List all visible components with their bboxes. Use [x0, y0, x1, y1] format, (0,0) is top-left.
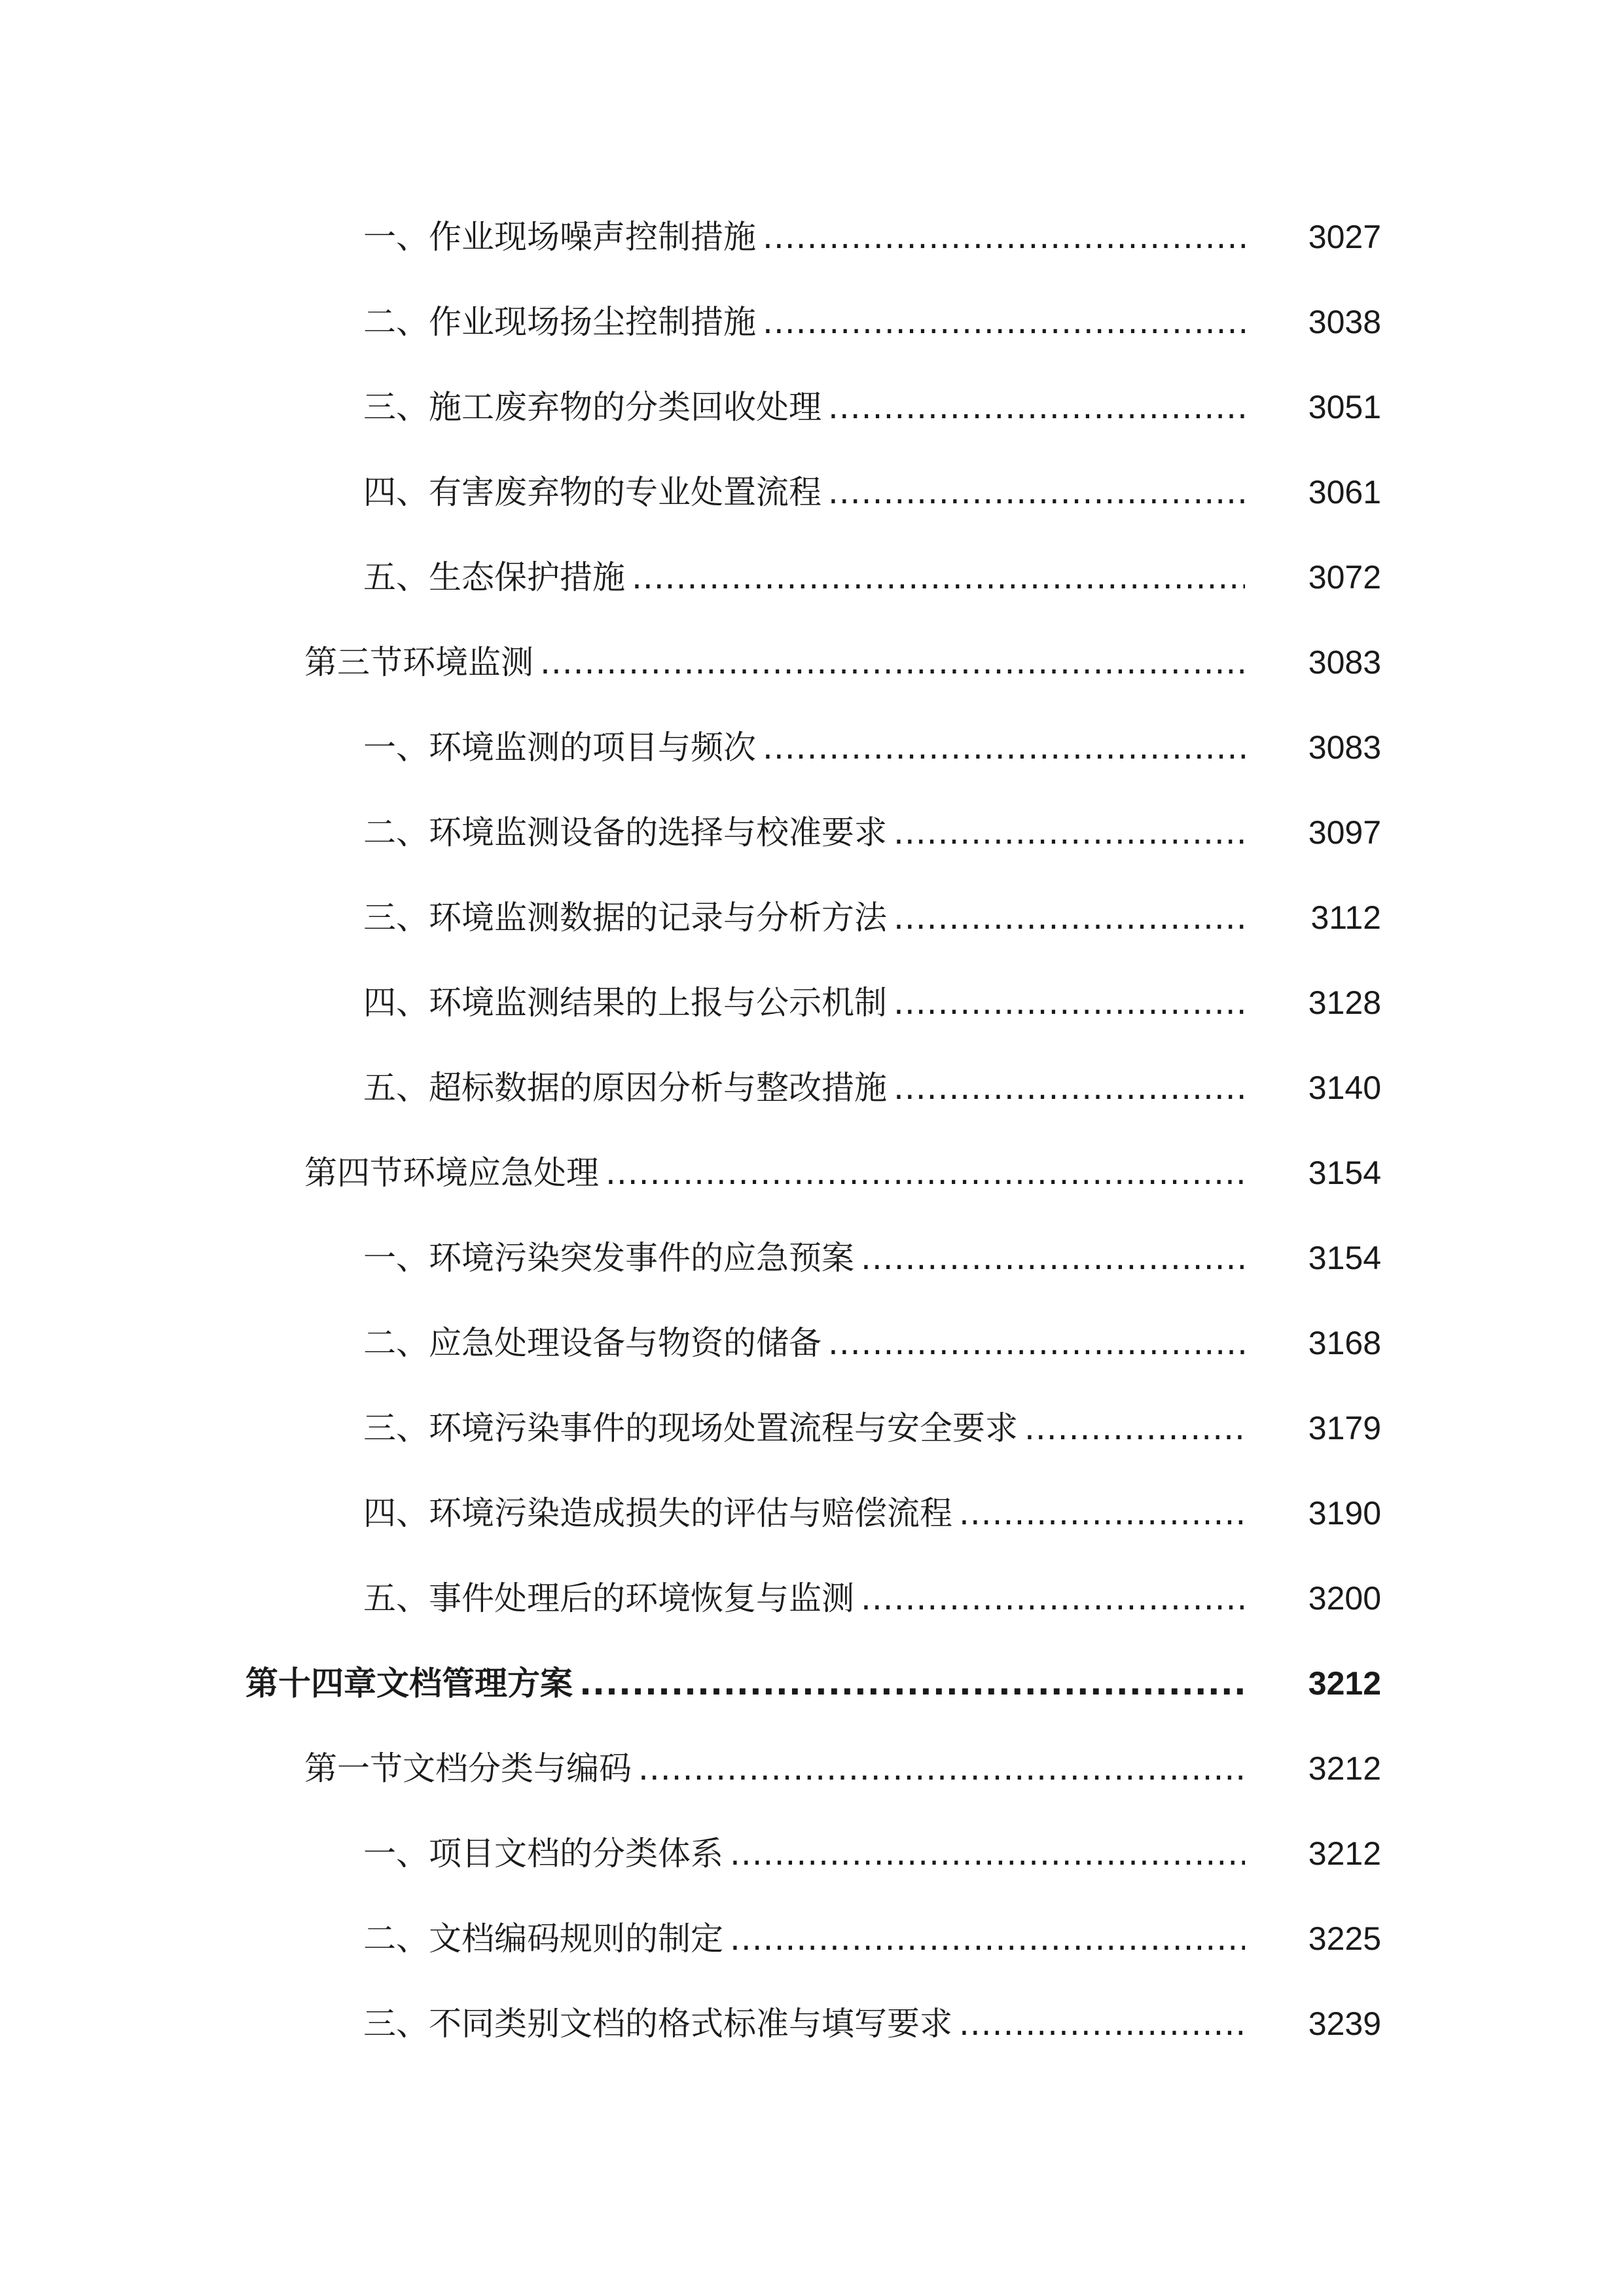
dot-leader	[959, 1471, 1245, 1556]
toc-entry-page: 3154	[1308, 1240, 1381, 1276]
toc-entry-title: 五、生态保护措施	[363, 558, 625, 596]
dot-leader	[632, 535, 1245, 620]
toc-entry[interactable]	[0, 1896, 1624, 1981]
dot-leader	[763, 279, 1245, 365]
toc-entry-title: 一、项目文档的分类体系	[363, 1835, 723, 1873]
toc-entry-page: 3051	[1308, 389, 1381, 425]
toc-entry[interactable]	[0, 1471, 1624, 1556]
toc-entry[interactable]	[0, 705, 1624, 790]
toc-entry-page: 3190	[1308, 1495, 1381, 1532]
toc-entry-page: 3212	[1308, 1750, 1381, 1787]
toc-entry-title: 一、作业现场噪声控制措施	[363, 218, 756, 256]
toc-entry-title: 二、环境监测设备的选择与校准要求	[363, 814, 887, 852]
toc-entry-title: 第十四章文档管理方案	[245, 1664, 573, 1702]
toc-entry-page: 3128	[1308, 984, 1381, 1021]
toc-section[interactable]	[0, 620, 1624, 705]
toc-entry-title: 二、应急处理设备与物资的储备	[363, 1324, 821, 1362]
toc-entry-page: 3239	[1308, 2005, 1381, 2042]
dot-leader	[893, 960, 1245, 1045]
toc-entry-title: 第一节文档分类与编码	[304, 1749, 632, 1787]
toc-entry[interactable]	[0, 365, 1624, 450]
dot-leader	[861, 1215, 1245, 1300]
toc-entry-title: 三、施工废弃物的分类回收处理	[363, 388, 821, 426]
toc-entry-page: 3027	[1308, 219, 1381, 255]
toc-entry-title: 一、环境监测的项目与频次	[363, 728, 756, 766]
dot-leader	[763, 705, 1245, 790]
toc-entry-page: 3072	[1308, 559, 1381, 596]
toc-entry[interactable]	[0, 1386, 1624, 1471]
toc-entry-page: 3112	[1310, 899, 1381, 936]
toc-entry[interactable]	[0, 1300, 1624, 1386]
toc-entry-title: 四、环境污染造成损失的评估与赔偿流程	[363, 1494, 952, 1532]
toc-entry-page: 3200	[1308, 1580, 1381, 1617]
toc-entry[interactable]	[0, 1215, 1624, 1300]
dot-leader	[605, 1130, 1245, 1215]
toc-entry[interactable]	[0, 875, 1624, 960]
toc-entry-title: 二、作业现场扬尘控制措施	[363, 303, 756, 341]
toc-entry-title: 四、环境监测结果的上报与公示机制	[363, 984, 887, 1022]
dot-leader	[959, 1981, 1245, 2066]
toc-entry-page: 3212	[1308, 1665, 1381, 1702]
toc-entry-page: 3154	[1308, 1155, 1381, 1191]
toc-entry-page: 3168	[1308, 1325, 1381, 1361]
dot-leader	[893, 875, 1245, 960]
toc-entry[interactable]	[0, 1811, 1624, 1896]
toc-entry-page: 3061	[1308, 474, 1381, 511]
toc-entry-title: 第四节环境应急处理	[304, 1154, 599, 1192]
dot-leader	[1024, 1386, 1245, 1471]
toc-entry-page: 3225	[1308, 1920, 1381, 1957]
toc-entry-page: 3212	[1308, 1835, 1381, 1872]
toc-entry[interactable]	[0, 1556, 1624, 1641]
toc-entry-title: 二、文档编码规则的制定	[363, 1920, 723, 1958]
toc-entry[interactable]	[0, 279, 1624, 365]
dot-leader	[828, 365, 1245, 450]
toc-entry-page: 3179	[1308, 1410, 1381, 1446]
toc-entry[interactable]	[0, 535, 1624, 620]
dot-leader	[638, 1726, 1245, 1811]
table-of-contents	[0, 194, 1624, 2066]
dot-leader	[730, 1896, 1245, 1981]
toc-entry[interactable]	[0, 194, 1624, 279]
dot-leader	[763, 194, 1245, 279]
toc-section[interactable]	[0, 1130, 1624, 1215]
toc-entry-title: 三、不同类别文档的格式标准与填写要求	[363, 2005, 952, 2043]
toc-entry[interactable]	[0, 1045, 1624, 1130]
toc-entry[interactable]	[0, 450, 1624, 535]
toc-entry-title: 一、环境污染突发事件的应急预案	[363, 1239, 854, 1277]
toc-entry-page: 3083	[1308, 729, 1381, 766]
dot-leader	[828, 450, 1245, 535]
toc-chapter[interactable]	[0, 1641, 1624, 1726]
toc-entry-title: 第三节环境监测	[304, 643, 533, 681]
dot-leader	[893, 1045, 1245, 1130]
dot-leader	[579, 1641, 1245, 1726]
dot-leader	[828, 1300, 1245, 1386]
dot-leader	[893, 790, 1245, 875]
toc-entry-page: 3038	[1308, 304, 1381, 340]
toc-entry-title: 三、环境污染事件的现场处置流程与安全要求	[363, 1409, 1018, 1447]
toc-entry[interactable]	[0, 960, 1624, 1045]
toc-entry[interactable]	[0, 1981, 1624, 2066]
toc-entry-title: 三、环境监测数据的记录与分析方法	[363, 899, 887, 937]
toc-entry-page: 3083	[1308, 644, 1381, 681]
toc-section[interactable]	[0, 1726, 1624, 1811]
toc-entry[interactable]	[0, 790, 1624, 875]
dot-leader	[540, 620, 1245, 705]
toc-entry-title: 五、事件处理后的环境恢复与监测	[363, 1579, 854, 1617]
toc-entry-title: 五、超标数据的原因分析与整改措施	[363, 1069, 887, 1107]
toc-entry-title: 四、有害废弃物的专业处置流程	[363, 473, 821, 511]
toc-entry-page: 3097	[1308, 814, 1381, 851]
dot-leader	[861, 1556, 1245, 1641]
dot-leader	[730, 1811, 1245, 1896]
toc-entry-page: 3140	[1308, 1069, 1381, 1106]
